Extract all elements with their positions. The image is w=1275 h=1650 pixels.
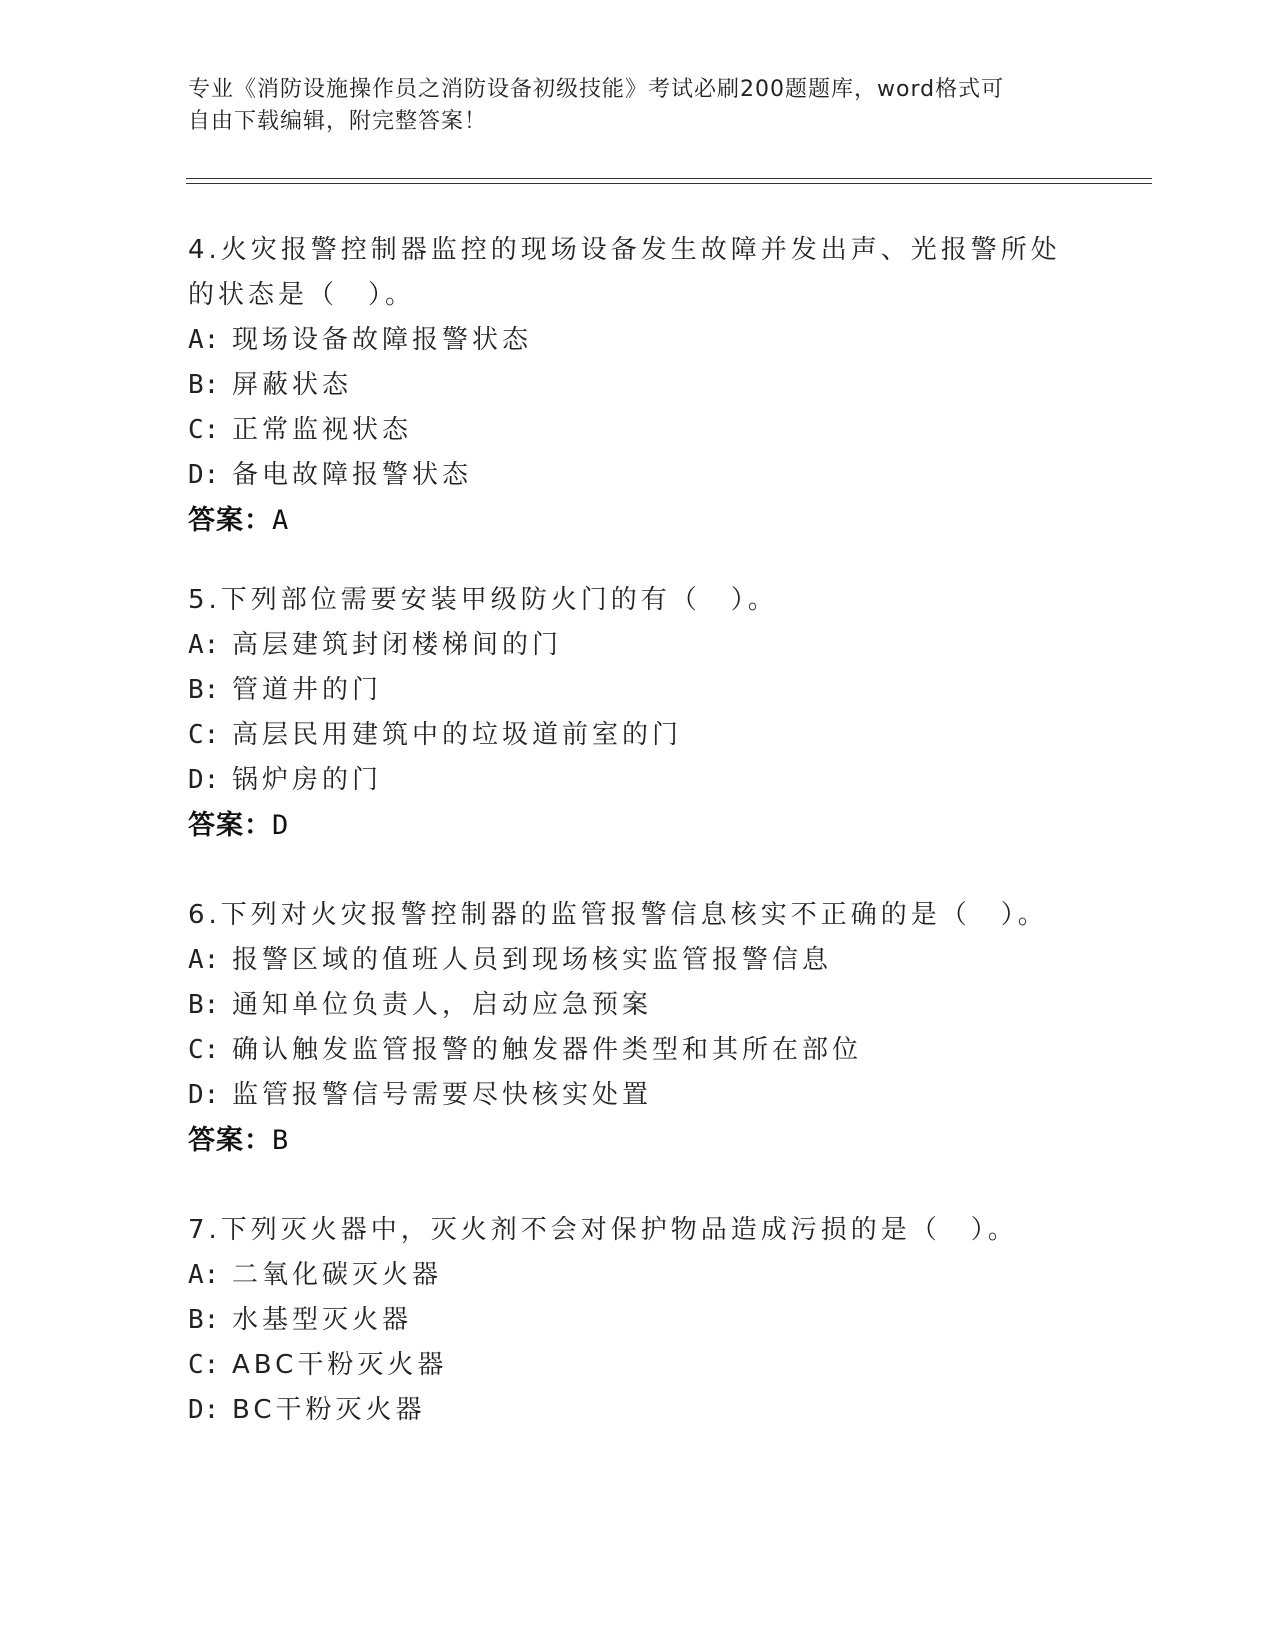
option-d — [188, 1073, 1088, 1118]
option-key: D: — [188, 765, 220, 795]
option-d — [188, 758, 1088, 803]
option-key: C: — [188, 1035, 220, 1065]
document-header — [188, 74, 1068, 138]
question-text: 5.下列部位需要安装甲级防火门的有（ ）。 — [188, 585, 778, 615]
option-key: D: — [188, 1080, 220, 1110]
option-key: C: — [188, 1350, 220, 1380]
answer-label: 答案： — [188, 505, 272, 536]
option-b — [188, 1298, 1088, 1343]
question-7 — [188, 1208, 1088, 1433]
question-4 — [188, 228, 1088, 543]
option-text: 高层建筑封闭楼梯间的门 — [232, 630, 563, 660]
header-divider-top — [186, 178, 1152, 179]
header-divider-bottom — [186, 183, 1152, 184]
header-title-line-1: 专业《消防设施操作员之消防设备初级技能》考试必刷200题题库，word格式可 — [188, 77, 1005, 102]
option-b — [188, 668, 1088, 713]
option-c — [188, 713, 1088, 758]
option-key: B: — [188, 675, 220, 705]
option-key: C: — [188, 720, 220, 750]
answer-line — [188, 1118, 1088, 1163]
option-text: 锅炉房的门 — [232, 765, 383, 795]
option-text: 监管报警信号需要尽快核实处置 — [232, 1080, 653, 1110]
option-key: A: — [188, 1260, 220, 1290]
option-c — [188, 1028, 1088, 1073]
answer-label: 答案： — [188, 810, 272, 841]
answer-label: 答案： — [188, 1125, 272, 1156]
option-c — [188, 1343, 1088, 1388]
option-a — [188, 938, 1088, 983]
option-text: 管道井的门 — [232, 675, 383, 705]
option-b — [188, 983, 1088, 1028]
answer-value: B — [272, 1125, 290, 1156]
option-key: A: — [188, 630, 220, 660]
option-a — [188, 318, 1088, 363]
option-key: C: — [188, 415, 220, 445]
option-text: 确认触发监管报警的触发器件类型和其所在部位 — [232, 1035, 863, 1065]
question-text: 4.火灾报警控制器监控的现场设备发生故障并发出声、光报警所处的状态是（ ）。 — [188, 235, 1061, 310]
option-text: BC干粉灭火器 — [232, 1395, 426, 1425]
option-text: 备电故障报警状态 — [232, 460, 473, 490]
option-key: D: — [188, 1395, 220, 1425]
answer-line — [188, 498, 1088, 543]
option-text: 报警区域的值班人员到现场核实监管报警信息 — [232, 945, 833, 975]
option-c — [188, 408, 1088, 453]
option-key: A: — [188, 325, 220, 355]
option-text: 正常监视状态 — [232, 415, 413, 445]
question-text: 7.下列灭火器中，灭火剂不会对保护物品造成污损的是（ ）。 — [188, 1215, 1018, 1245]
question-5 — [188, 578, 1088, 848]
option-text: 屏蔽状态 — [232, 370, 353, 400]
option-d — [188, 1388, 1088, 1433]
option-text: ABC干粉灭火器 — [232, 1350, 448, 1380]
answer-line — [188, 803, 1088, 848]
answer-value: D — [272, 810, 290, 841]
answer-value: A — [272, 505, 290, 536]
option-a — [188, 623, 1088, 668]
header-title-line-2: 自由下载编辑，附完整答案！ — [188, 109, 488, 134]
option-key: B: — [188, 990, 220, 1020]
option-text: 现场设备故障报警状态 — [232, 325, 533, 355]
option-text: 水基型灭火器 — [232, 1305, 413, 1335]
option-text: 二氧化碳灭火器 — [232, 1260, 443, 1290]
option-text: 高层民用建筑中的垃圾道前室的门 — [232, 720, 683, 750]
option-text: 通知单位负责人，启动应急预案 — [232, 990, 653, 1020]
option-b — [188, 363, 1088, 408]
option-key: B: — [188, 370, 220, 400]
option-key: D: — [188, 460, 220, 490]
question-6 — [188, 893, 1088, 1163]
option-a — [188, 1253, 1088, 1298]
option-key: B: — [188, 1305, 220, 1335]
option-d — [188, 453, 1088, 498]
question-text: 6.下列对火灾报警控制器的监管报警信息核实不正确的是（ ）。 — [188, 900, 1048, 930]
option-key: A: — [188, 945, 220, 975]
